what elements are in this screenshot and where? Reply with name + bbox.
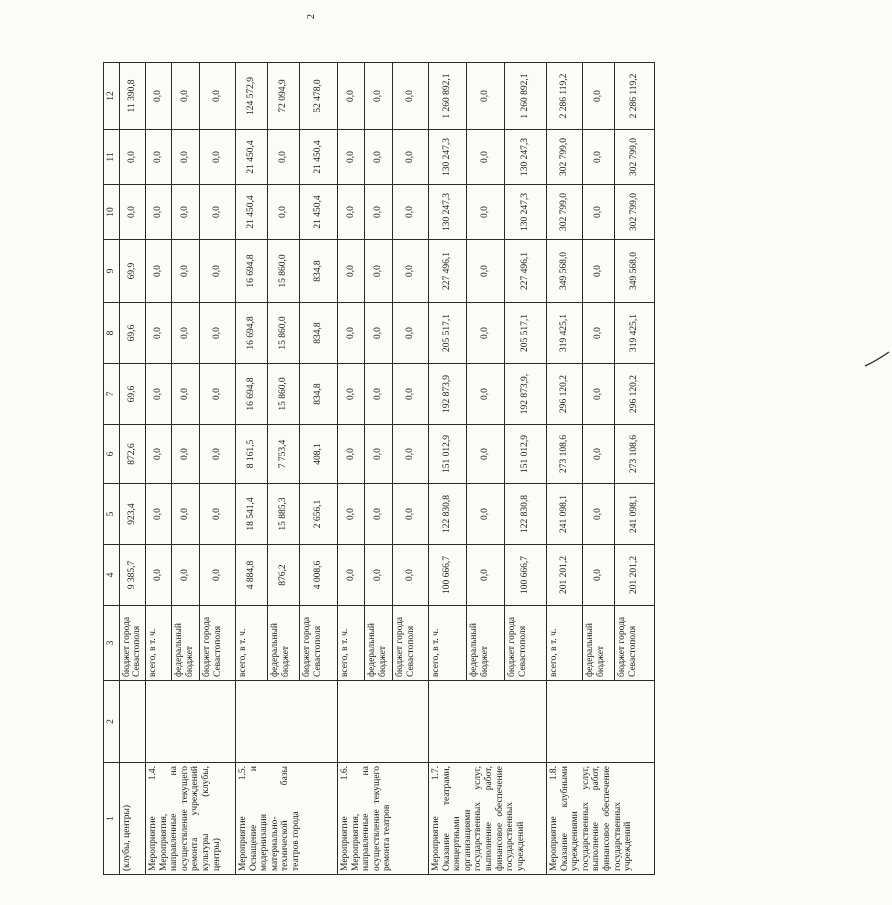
amount-cell: 1 260 892,1 — [428, 63, 466, 130]
amount-cell: 201 201,2 — [546, 545, 582, 606]
amount-cell: 0,0 — [392, 364, 428, 425]
amount-cell: 0,0 — [145, 130, 171, 185]
page-number: 2 — [306, 14, 317, 19]
amount-cell: 0,0 — [582, 425, 614, 484]
amount-cell: 100 666,7 — [504, 545, 546, 606]
amount-cell: 15 885,3 — [267, 484, 299, 545]
amount-cell: 0,0 — [582, 484, 614, 545]
amount-cell: 0,0 — [392, 425, 428, 484]
funding-source: федеральный бюджет — [171, 606, 199, 681]
executor-cell — [235, 681, 337, 763]
amount-cell: 0,0 — [466, 240, 504, 303]
table-row — [546, 63, 582, 875]
column-header: 8 — [104, 303, 120, 364]
amount-cell: 0,0 — [145, 364, 171, 425]
amount-cell: 0,0 — [582, 303, 614, 364]
amount-cell: 349 568,0 — [614, 240, 654, 303]
amount-cell: 21 450,4 — [299, 185, 337, 240]
amount-cell: 0,0 — [145, 63, 171, 130]
amount-cell: 21 450,4 — [235, 130, 267, 185]
amount-cell: 0,0 — [466, 484, 504, 545]
amount-cell: 122 830,8 — [428, 484, 466, 545]
amount-cell: 0,0 — [171, 130, 199, 185]
amount-cell: 0,0 — [337, 425, 364, 484]
amount-cell: 0,0 — [364, 364, 392, 425]
amount-cell: 0,0 — [337, 63, 364, 130]
funding-source: всего, в т. ч. — [235, 606, 267, 681]
amount-cell: 151 012,9 — [428, 425, 466, 484]
table-row — [119, 63, 145, 875]
amount-cell: 0,0 — [199, 364, 235, 425]
column-header: 3 — [104, 606, 120, 681]
funding-source: всего, в т. ч. — [145, 606, 171, 681]
column-header: 9 — [104, 240, 120, 303]
amount-cell: 9 385,7 — [119, 545, 145, 606]
amount-cell: 0,0 — [337, 130, 364, 185]
amount-cell: 2 286 119,2 — [614, 63, 654, 130]
amount-cell: 0,0 — [392, 303, 428, 364]
amount-cell: 0,0 — [466, 545, 504, 606]
amount-cell: 0,0 — [199, 63, 235, 130]
amount-cell: 0,0 — [171, 303, 199, 364]
table-row — [235, 63, 267, 875]
amount-cell: 0,0 — [392, 240, 428, 303]
amount-cell: 241 098,1 — [614, 484, 654, 545]
amount-cell: 227 496,1 — [428, 240, 466, 303]
amount-cell: 52 478,0 — [299, 63, 337, 130]
amount-cell: 15 860,0 — [267, 240, 299, 303]
amount-cell: 0,0 — [145, 185, 171, 240]
amount-cell: 21 450,4 — [235, 185, 267, 240]
amount-cell: 0,0 — [171, 545, 199, 606]
funding-source: бюджет города Севастополя — [392, 606, 428, 681]
amount-cell: 0,0 — [337, 185, 364, 240]
amount-cell: 0,0 — [466, 303, 504, 364]
amount-cell: 0,0 — [364, 425, 392, 484]
amount-cell: 0,0 — [199, 240, 235, 303]
amount-cell: 0,0 — [267, 130, 299, 185]
funding-source: бюджет города Севастополя — [199, 606, 235, 681]
amount-cell: 0,0 — [171, 63, 199, 130]
amount-cell: 834,8 — [299, 364, 337, 425]
amount-cell: 122 830,8 — [504, 484, 546, 545]
amount-cell: 0,0 — [145, 545, 171, 606]
amount-cell: 201 201,2 — [614, 545, 654, 606]
amount-cell: 69,6 — [119, 364, 145, 425]
amount-cell: 0,0 — [119, 185, 145, 240]
amount-cell: 408,1 — [299, 425, 337, 484]
executor-cell — [145, 681, 235, 763]
pen-stroke-mark — [862, 346, 892, 370]
amount-cell: 0,0 — [145, 484, 171, 545]
amount-cell: 0,0 — [171, 484, 199, 545]
amount-cell: 0,0 — [364, 63, 392, 130]
amount-cell: 872,6 — [119, 425, 145, 484]
amount-cell: 0,0 — [199, 185, 235, 240]
amount-cell: 130 247,3 — [504, 130, 546, 185]
amount-cell: 151 012,9 — [504, 425, 546, 484]
amount-cell: 7 753,4 — [267, 425, 299, 484]
funding-source: бюджет города Севастополя — [119, 606, 145, 681]
executor-cell — [428, 681, 546, 763]
amount-cell: 192 873,9 — [428, 364, 466, 425]
table-row — [428, 63, 466, 875]
amount-cell: 192 873,9, — [504, 364, 546, 425]
amount-cell: 273 108,6 — [614, 425, 654, 484]
column-header: 12 — [104, 63, 120, 130]
amount-cell: 2 286 119,2 — [546, 63, 582, 130]
amount-cell: 302 799,0 — [614, 185, 654, 240]
amount-cell: 69,9 — [119, 240, 145, 303]
funding-source: федеральный бюджет — [466, 606, 504, 681]
amount-cell: 241 098,1 — [546, 484, 582, 545]
amount-cell: 302 799,0 — [546, 185, 582, 240]
amount-cell: 21 450,4 — [299, 130, 337, 185]
funding-source: федеральный бюджет — [364, 606, 392, 681]
amount-cell: 16 694,8 — [235, 364, 267, 425]
column-header: 11 — [104, 130, 120, 185]
amount-cell: 0,0 — [145, 425, 171, 484]
amount-cell: 0,0 — [364, 185, 392, 240]
amount-cell: 0,0 — [337, 364, 364, 425]
measure-name: Мероприятие 1.8. Оказание клубными учреждениями государственных услуг, выполнение работ, финансовое обеспечение государственных учреждений — [546, 763, 654, 875]
table-row — [337, 63, 364, 875]
column-header: 5 — [104, 484, 120, 545]
amount-cell: 834,8 — [299, 240, 337, 303]
measure-name: Мероприятие 1.5. Оснащение и модернизация материально-технической базы театров города — [235, 763, 337, 875]
amount-cell: 18 541,4 — [235, 484, 267, 545]
amount-cell: 1 260 892,1 — [504, 63, 546, 130]
amount-cell: 0,0 — [392, 130, 428, 185]
amount-cell: 0,0 — [582, 63, 614, 130]
amount-cell: 0,0 — [582, 185, 614, 240]
amount-cell: 273 108,6 — [546, 425, 582, 484]
executor-cell — [337, 681, 428, 763]
funding-source: федеральный бюджет — [582, 606, 614, 681]
amount-cell: 4 884,8 — [235, 545, 267, 606]
amount-cell: 0,0 — [199, 130, 235, 185]
amount-cell: 0,0 — [199, 303, 235, 364]
amount-cell: 0,0 — [582, 130, 614, 185]
header-row — [104, 63, 120, 875]
financing-table — [103, 62, 655, 875]
amount-cell: 205 517,1 — [428, 303, 466, 364]
amount-cell: 834,8 — [299, 303, 337, 364]
amount-cell: 227 496,1 — [504, 240, 546, 303]
amount-cell: 296 120,2 — [546, 364, 582, 425]
amount-cell: 0,0 — [392, 63, 428, 130]
amount-cell: 124 572,9 — [235, 63, 267, 130]
funding-source: федеральный бюджет — [267, 606, 299, 681]
measure-name: (клубы, центры) — [119, 763, 145, 875]
amount-cell: 0,0 — [267, 185, 299, 240]
amount-cell: 0,0 — [364, 240, 392, 303]
amount-cell: 0,0 — [364, 545, 392, 606]
amount-cell: 0,0 — [466, 364, 504, 425]
amount-cell: 15 860,0 — [267, 364, 299, 425]
amount-cell: 0,0 — [171, 240, 199, 303]
amount-cell: 0,0 — [582, 364, 614, 425]
amount-cell: 0,0 — [337, 303, 364, 364]
amount-cell: 319 425,1 — [546, 303, 582, 364]
amount-cell: 205 517,1 — [504, 303, 546, 364]
column-header: 6 — [104, 425, 120, 484]
measure-name: Мероприятие 1.7. Оказание театрами, концертными организациями государственных услуг, выполнение работ, финансовое обеспечение государственных учреждений — [428, 763, 546, 875]
amount-cell: 0,0 — [364, 130, 392, 185]
amount-cell: 8 161,5 — [235, 425, 267, 484]
amount-cell: 130 247,3 — [504, 185, 546, 240]
amount-cell: 0,0 — [171, 185, 199, 240]
amount-cell: 876,2 — [267, 545, 299, 606]
funding-source: всего, в т. ч. — [546, 606, 582, 681]
amount-cell: 16 694,8 — [235, 240, 267, 303]
amount-cell: 349 568,0 — [546, 240, 582, 303]
column-header: 7 — [104, 364, 120, 425]
amount-cell: 0,0 — [582, 545, 614, 606]
column-header: 10 — [104, 185, 120, 240]
funding-source: бюджет города Севастополя — [614, 606, 654, 681]
amount-cell: 69,6 — [119, 303, 145, 364]
funding-source: бюджет города Севастополя — [504, 606, 546, 681]
measure-name: Мероприятие 1.4. Мероприятия, направленные на осуществление текущего ремонта учреждений культуры (клубы, центры) — [145, 763, 235, 875]
amount-cell: 0,0 — [171, 425, 199, 484]
amount-cell: 0,0 — [145, 240, 171, 303]
amount-cell: 0,0 — [364, 303, 392, 364]
amount-cell: 0,0 — [145, 303, 171, 364]
column-header: 1 — [104, 763, 120, 875]
amount-cell: 16 694,8 — [235, 303, 267, 364]
amount-cell: 0,0 — [392, 545, 428, 606]
amount-cell: 302 799,0 — [614, 130, 654, 185]
amount-cell: 0,0 — [199, 484, 235, 545]
amount-cell: 0,0 — [119, 130, 145, 185]
measure-name: Мероприятие 1.6. Мероприятия, направленные на осуществление текущего ремонта театров — [337, 763, 428, 875]
amount-cell: 0,0 — [199, 425, 235, 484]
amount-cell: 130 247,3 — [428, 185, 466, 240]
amount-cell: 0,0 — [466, 130, 504, 185]
amount-cell: 0,0 — [337, 240, 364, 303]
executor-cell — [119, 681, 145, 763]
executor-cell — [546, 681, 654, 763]
amount-cell: 0,0 — [199, 545, 235, 606]
amount-cell: 0,0 — [466, 425, 504, 484]
amount-cell: 4 008,6 — [299, 545, 337, 606]
column-header: 2 — [104, 681, 120, 763]
amount-cell: 11 390,8 — [119, 63, 145, 130]
table-row — [145, 63, 171, 875]
amount-cell: 302 799,0 — [546, 130, 582, 185]
amount-cell: 0,0 — [392, 185, 428, 240]
amount-cell: 0,0 — [364, 484, 392, 545]
amount-cell: 0,0 — [337, 545, 364, 606]
amount-cell: 923,4 — [119, 484, 145, 545]
funding-source: бюджет города Севастополя — [299, 606, 337, 681]
funding-source: всего, в т. ч. — [428, 606, 466, 681]
amount-cell: 0,0 — [337, 484, 364, 545]
amount-cell: 0,0 — [171, 364, 199, 425]
amount-cell: 100 666,7 — [428, 545, 466, 606]
column-header: 4 — [104, 545, 120, 606]
amount-cell: 0,0 — [466, 63, 504, 130]
amount-cell: 0,0 — [466, 185, 504, 240]
amount-cell: 130 247,3 — [428, 130, 466, 185]
funding-source: всего, в т. ч. — [337, 606, 364, 681]
amount-cell: 2 656,1 — [299, 484, 337, 545]
amount-cell: 0,0 — [392, 484, 428, 545]
amount-cell: 72 094,9 — [267, 63, 299, 130]
table-body — [119, 63, 654, 875]
amount-cell: 0,0 — [582, 240, 614, 303]
amount-cell: 319 425,1 — [614, 303, 654, 364]
amount-cell: 15 860,0 — [267, 303, 299, 364]
amount-cell: 296 120,2 — [614, 364, 654, 425]
